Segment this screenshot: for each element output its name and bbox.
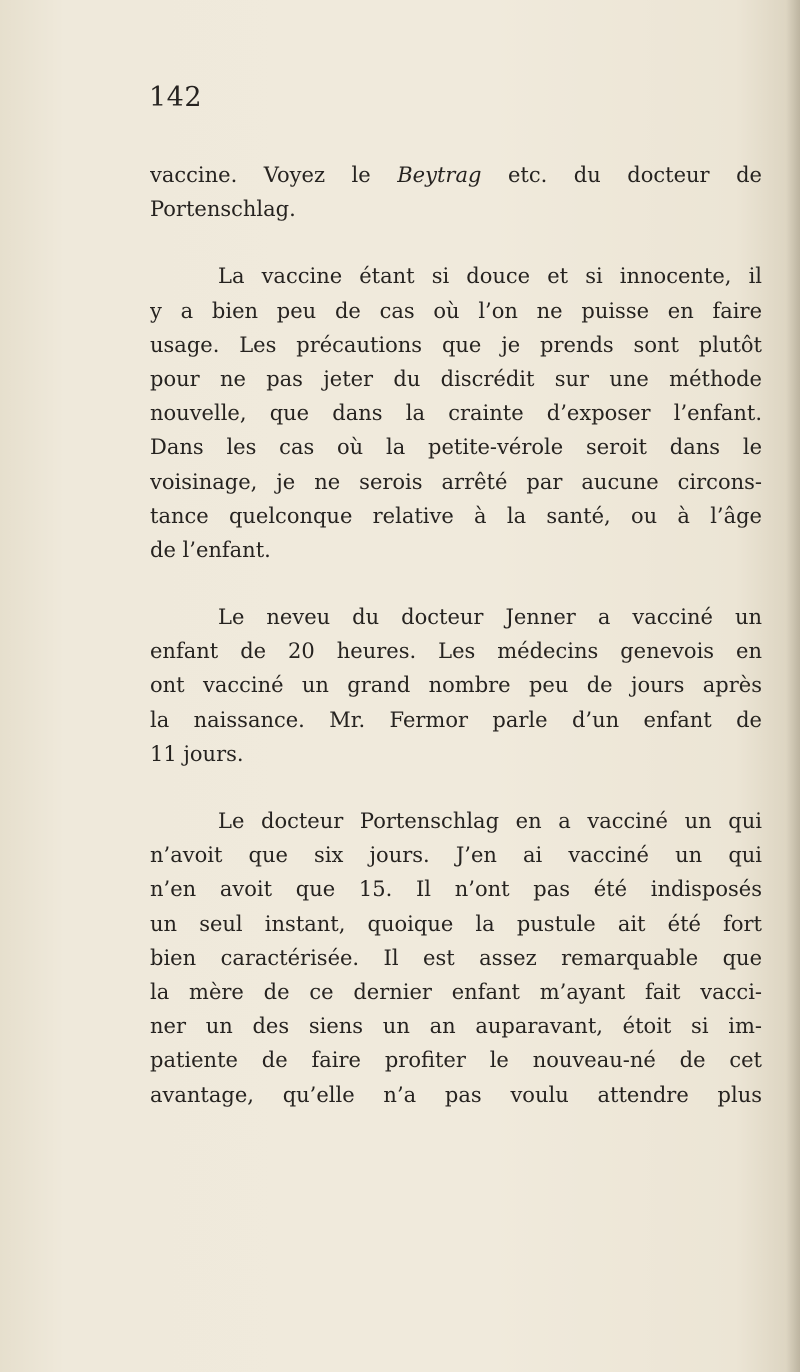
text-line: n’en avoit que 15. Il n’ont pas été indisposés xyxy=(150,877,762,902)
text-line: avantage, qu’elle n’a pas voulu attendre plus xyxy=(150,1082,762,1107)
text-line: n’avoit que six jours. J’en ai vacciné un qui xyxy=(150,843,762,868)
text-line: un seul instant, quoique la pustule ait été fort xyxy=(150,911,762,936)
text-line: patiente de faire profiter le nouveau-né de cet xyxy=(150,1048,762,1073)
text-line: 11 jours. xyxy=(150,741,244,766)
text-line: de l’enfant. xyxy=(150,537,271,562)
italic-title: Beytrag xyxy=(397,163,482,187)
text-line: bien caractérisée. Il est assez remarquable que xyxy=(150,945,762,970)
text-line: tance quelconque relative à la santé, ou à l’âge xyxy=(150,503,762,528)
paragraph-gap xyxy=(150,226,762,259)
text-line: Portenschlag. xyxy=(150,197,296,222)
body-text xyxy=(150,158,762,1112)
text-line: nouvelle, que dans la crainte d’exposer l’enfant. xyxy=(150,401,762,426)
text-line: enfant de 20 heures. Les médecins genevois en xyxy=(150,639,762,664)
text-line: ner un des siens un an auparavant, étoit si im- xyxy=(150,1014,762,1039)
text-line: Dans les cas où la petite-vérole seroit dans le xyxy=(150,435,762,460)
text-line: vaccine. Voyez le Beytrag etc. du docteur de xyxy=(150,163,762,187)
text-line: usage. Les précautions que je prends sont plutôt xyxy=(150,332,762,357)
paragraph-gap xyxy=(150,771,762,804)
text-line: Le docteur Portenschlag en a vacciné un qui xyxy=(218,809,762,833)
text-line: voisinage, je ne serois arrêté par aucune circons- xyxy=(150,469,762,494)
text-line: Le neveu du docteur Jenner a vacciné un xyxy=(218,605,762,630)
text-line: pour ne pas jeter du discrédit sur une méthode xyxy=(150,366,762,391)
text-line: y a bien peu de cas où l’on ne puisse en faire xyxy=(150,298,762,323)
text-line: ont vacciné un grand nombre peu de jours après xyxy=(150,673,762,698)
text-line: la naissance. Mr. Fermor parle d’un enfant de xyxy=(150,707,762,732)
paragraph-gap xyxy=(150,567,762,600)
page-number: 142 xyxy=(149,82,203,113)
page-edge-shadow xyxy=(786,0,800,1372)
text-line: La vaccine étant si douce et si innocente, il xyxy=(218,264,762,289)
text-line: la mère de ce dernier enfant m’ayant fait vacci- xyxy=(150,979,762,1004)
